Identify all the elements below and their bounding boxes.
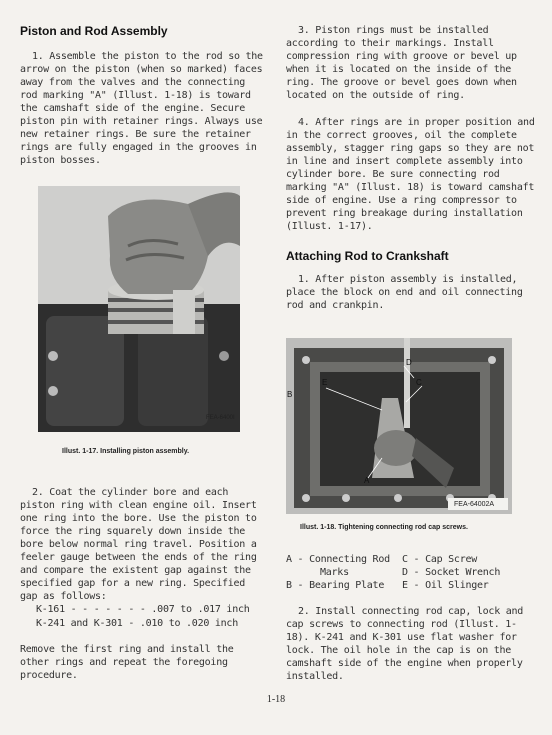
illustration-1-17-code: FEA-6400I bbox=[206, 415, 235, 421]
illustration-1-18-caption: Illust. 1-18. Tightening connecting rod cap screws. bbox=[300, 524, 468, 531]
rod-cap-image bbox=[286, 338, 512, 514]
legend-item-a: A - Connecting Rod bbox=[286, 554, 390, 565]
legend-item-b: B - Bearing Plate bbox=[286, 580, 385, 591]
callout-b: B bbox=[287, 390, 293, 399]
legend-item-d: D - Socket Wrench bbox=[402, 567, 501, 578]
right-final-text bbox=[286, 605, 536, 683]
callout-d: D bbox=[406, 358, 412, 367]
legend-item-c: C - Cap Screw bbox=[402, 554, 478, 565]
paragraph-2: 2. Coat the cylinder bore and each piston ring with clean engine oil. Insert one ring into the bore. Use the piston to force the ring squarely down inside the bore below normal ring travel. Position a feeler gauge between the ends of the ring and compare the existent gap against the specified gap for a new ring. Specified gap as follows: bbox=[20, 487, 257, 602]
legend-left bbox=[286, 553, 390, 592]
paragraph-right-5: 1. After piston assembly is installed, place the block on end and oil connecting rod and crankpin. bbox=[286, 274, 523, 311]
illustration-1-17-caption: Illust. 1-17. Installing piston assembly. bbox=[62, 448, 190, 455]
section-heading-piston-rod: Piston and Rod Assembly bbox=[20, 24, 168, 38]
legend-item-a-cont: Marks bbox=[320, 567, 349, 578]
left-lower-text bbox=[20, 486, 265, 603]
callout-c: C bbox=[416, 378, 422, 387]
illustration-1-17-photo bbox=[38, 186, 240, 432]
paragraph-right-3: 3. Piston rings must be installed according to their markings. Install compression ring with groove or bevel up when it is located on the inside of the ring. The groove or bevel goes down when located on the outside of ring. bbox=[286, 25, 517, 101]
paragraph-1: 1. Assemble the piston to the rod so the arrow on the piston (when so marked) faces away from the valves and the connecting rod marking "A" (Illust. 1-18) is toward the camshaft side of the engine. Secure piston pin with retainer rings. Always use new retainer rings. Be sure the retainer rings are fully engaged in the grooves in piston bosses. bbox=[20, 51, 263, 166]
paragraph-3: Remove the first ring and install the other rings and repeat the foregoing procedure. bbox=[20, 644, 234, 681]
left-final-text bbox=[20, 643, 265, 682]
legend-item-e: E - Oil Slinger bbox=[402, 580, 489, 591]
legend-right bbox=[402, 553, 500, 592]
page-number: 1-18 bbox=[266, 694, 286, 705]
illustration-1-18-code: FEA-64002A bbox=[454, 501, 495, 508]
spec-line-k241: K-241 and K-301 - .010 to .020 inch bbox=[36, 618, 238, 629]
right-column bbox=[286, 24, 536, 312]
illustration-1-18-photo bbox=[286, 338, 512, 514]
left-column bbox=[20, 24, 265, 167]
section-heading-attaching-rod: Attaching Rod to Crankshaft bbox=[286, 249, 449, 263]
paragraph-right-4: 4. After rings are in proper position and in the correct grooves, oil the complete assembly, stagger ring gaps so they are not in line and insert complete assembly into cylinder bore. Be sure connecting rod marking "A" (Illust. 18) is toward camshaft side of engine. Use a ring compressor to prevent ring breakage during installation (Illust. 1-17). bbox=[286, 117, 535, 232]
paragraph-right-6: 2. Install connecting rod cap, lock and cap screws to connecting rod (Illust. 1-18). K-241 and K-301 use flat washer for lock. The oil hole in the cap is on the camshaft side of the engine when properly installed. bbox=[286, 606, 524, 682]
spec-line-k161: K-161 - - - - - - - .007 to .017 inch bbox=[36, 604, 250, 615]
callout-a: A bbox=[364, 476, 370, 485]
callout-e: E bbox=[322, 378, 328, 387]
piston-install-image bbox=[38, 186, 240, 432]
